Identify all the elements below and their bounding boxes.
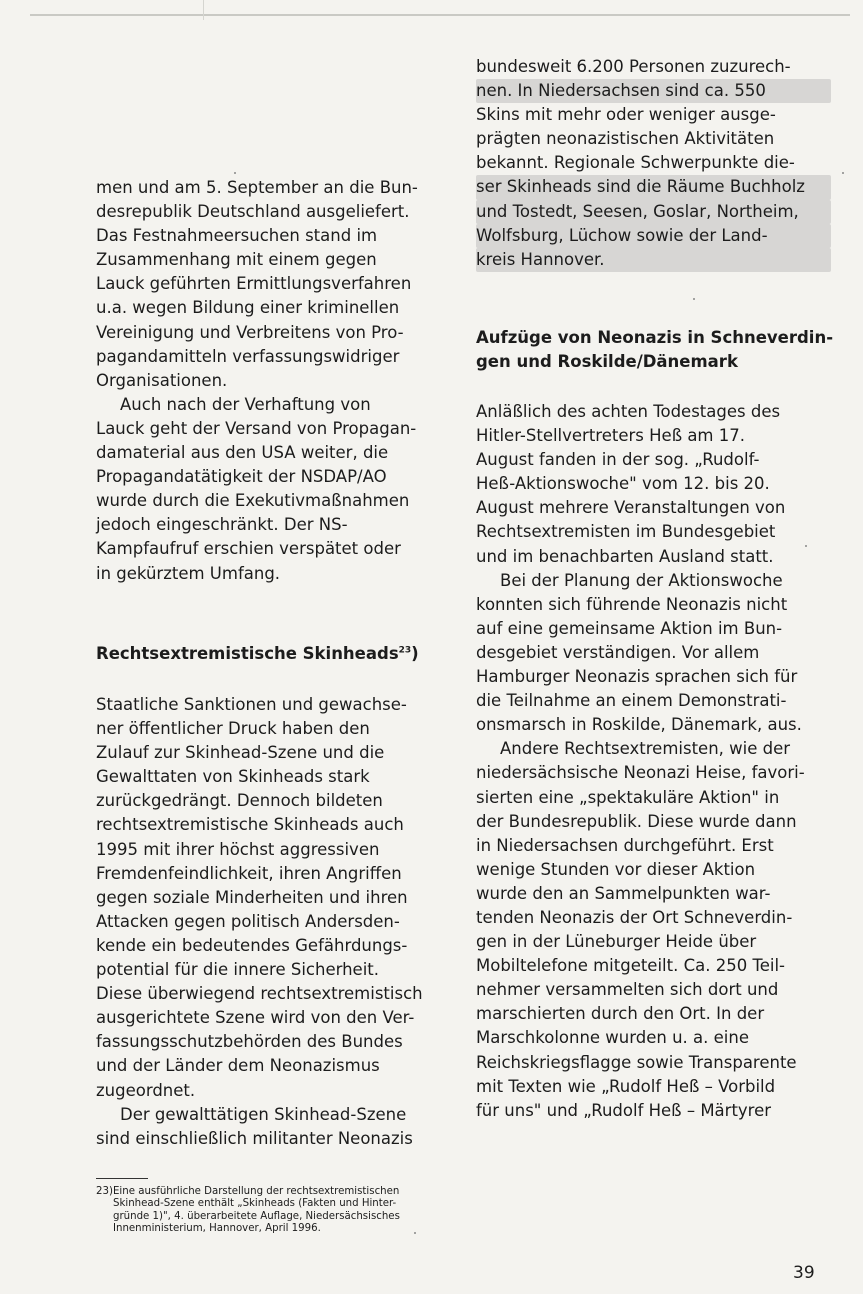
text-line: Zusammenhang mit einem gegen [96, 250, 377, 270]
text-line: Auch nach der Verhaftung von [120, 394, 371, 414]
text-line-highlighted: kreis Hannover. [476, 248, 831, 272]
page-top-tick [203, 0, 204, 20]
text-line: Gewalttaten von Skinheads stark [96, 767, 370, 787]
text-line: Marschkolonne wurden u. a. eine [476, 1028, 749, 1048]
right-column-top [476, 55, 831, 272]
text-line: die Teilnahme an einem Demonstrati- [476, 691, 787, 711]
text-line: und der Länder dem Neonazismus [96, 1056, 380, 1076]
page-number: 39 [793, 1263, 815, 1283]
footnote-line: Innenministerium, Hannover, April 1996. [113, 1222, 321, 1234]
text-line: u.a. wegen Bildung einer kriminellen [96, 298, 400, 318]
text-line: der Bundesrepublik. Diese wurde dann [476, 811, 797, 831]
paragraph-lauck-arrest [96, 176, 441, 393]
paragraph-hess-week [476, 400, 831, 569]
text-line: sind einschließlich militanter Neonazis [96, 1128, 413, 1148]
text-line-highlighted: und Tostedt, Seesen, Goslar, Northeim, [476, 200, 831, 224]
text-line: zugeordnet. [96, 1080, 196, 1100]
paragraph-violent-scene [96, 1103, 441, 1151]
text-line: August mehrere Veranstaltungen von [476, 498, 786, 518]
footnote-rule [96, 1178, 148, 1179]
text-line: ausgerichtete Szene wird von den Ver- [96, 1008, 415, 1028]
text-line: desrepublik Deutschland ausgeliefert. [96, 202, 410, 222]
text-line: sierten eine „spektakuläre Aktion" in [476, 787, 780, 807]
text-line: damaterial aus den USA weiter, die [96, 443, 389, 463]
text-line: Hamburger Neonazis sprachen sich für [476, 667, 798, 687]
text-line: Lauck geht der Versand von Propagan- [96, 418, 417, 438]
text-line: nehmer versammelten sich dort und [476, 980, 779, 1000]
page-top-border [30, 14, 850, 16]
text-line: Vereinigung und Verbreitens von Pro- [96, 322, 404, 342]
scan-speck [414, 1232, 416, 1234]
text-line: Skins mit mehr oder weniger ausge- [476, 105, 776, 125]
text-line: Anläßlich des achten Todestages des [476, 402, 781, 421]
paragraph-schneverdingen [476, 737, 831, 1123]
text-line: in Niedersachsen durchgeführt. Erst [476, 835, 774, 855]
paragraph-propaganda-shipping [96, 393, 441, 586]
text-line: bekannt. Regionale Schwerpunkte die- [476, 153, 795, 173]
text-line-highlighted: nen. In Niedersachsen sind ca. 550 [476, 79, 831, 103]
paragraph-skinhead-scene [96, 693, 441, 1103]
section-heading-marches: Aufzüge von Neonazis in Schneverdin- [476, 328, 834, 347]
scan-speck [805, 545, 807, 547]
footnote-marker: 23) [96, 1186, 113, 1197]
text-line: Heß-Aktionswoche" vom 12. bis 20. [476, 474, 770, 494]
footnote-line: Eine ausführliche Darstellung der rechtsextremistischen [113, 1186, 400, 1197]
right-column-lower [476, 400, 831, 1123]
text-line: Kampfaufruf erschien verspätet oder [96, 539, 401, 559]
text-line: Diese überwiegend rechtsextremistisch [96, 984, 423, 1004]
text-line: Organisationen. [96, 370, 228, 390]
heading-text: Rechtsextremistische Skinheads [96, 644, 399, 663]
footnote-reference[interactable]: 23 [398, 645, 412, 656]
left-section-skinheads [96, 642, 441, 666]
text-line: Lauck geführten Ermittlungsverfahren [96, 274, 412, 294]
text-line: Propagandatätigkeit der NSDAP/AO [96, 467, 387, 487]
text-line: Staatliche Sanktionen und gewachse- [96, 695, 407, 714]
paragraph-skin-counts [476, 55, 831, 272]
text-line: potential für die innere Sicherheit. [96, 960, 379, 980]
text-line: kende ein bedeutendes Gefährdungs- [96, 935, 408, 955]
left-column [96, 176, 441, 586]
footnote [96, 1186, 446, 1235]
text-line: gegen soziale Minderheiten und ihren [96, 887, 408, 907]
text-line: August fanden in der sog. „Rudolf- [476, 450, 760, 470]
scan-speck [693, 298, 695, 300]
text-line: wurde durch die Exekutivmaßnahmen [96, 491, 410, 511]
text-line: Reichskriegsflagge sowie Transparente [476, 1052, 797, 1072]
text-line: wenige Stunden vor dieser Aktion [476, 859, 756, 879]
footnote-line: gründe 1)", 4. überarbeitete Auflage, Niedersächsisches [113, 1210, 400, 1222]
text-line: fassungsschutzbehörden des Bundes [96, 1032, 403, 1052]
text-line: onsmarsch in Roskilde, Dänemark, aus. [476, 715, 802, 735]
text-line: Fremdenfeindlichkeit, ihren Angriffen [96, 863, 402, 883]
text-line: Mobiltelefone mitgeteilt. Ca. 250 Teil- [476, 956, 785, 976]
text-line: prägten neonazistischen Aktivitäten [476, 129, 775, 149]
scan-speck [234, 172, 236, 174]
text-line: jedoch eingeschränkt. Der NS- [96, 515, 348, 535]
text-line: desgebiet verständigen. Vor allem [476, 642, 760, 662]
heading-suffix: ) [411, 644, 419, 663]
text-line: rechtsextremistische Skinheads auch [96, 815, 404, 835]
text-line: Bei der Planung der Aktionswoche [500, 570, 783, 590]
text-line: und im benachbarten Ausland statt. [476, 546, 774, 566]
footnote-line: Skinhead-Szene enthält „Skinheads (Fakten und Hinter- [113, 1198, 397, 1210]
text-line: konnten sich führende Neonazis nicht [476, 594, 788, 614]
text-line-highlighted: Wolfsburg, Lüchow sowie der Land- [476, 224, 831, 248]
text-line: Zulauf zur Skinhead-Szene und die [96, 743, 385, 763]
text-line: niedersächsische Neonazi Heise, favori- [476, 763, 805, 783]
text-line: auf eine gemeinsame Aktion im Bun- [476, 618, 783, 638]
text-line: mit Texten wie „Rudolf Heß – Vorbild [476, 1076, 776, 1096]
text-line: wurde den an Sammelpunkten war- [476, 883, 771, 903]
text-line: zurückgedrängt. Dennoch bildeten [96, 791, 383, 811]
text-line: 1995 mit ihrer höchst aggressiven [96, 839, 380, 859]
left-column-lower [96, 693, 441, 1151]
paragraph-planning [476, 569, 831, 738]
text-line: gen in der Lüneburger Heide über [476, 932, 757, 952]
text-line: für uns" und „Rudolf Heß – Märtyrer [476, 1100, 772, 1120]
text-line: pagandamitteln verfassungswidriger [96, 346, 400, 366]
text-line: Rechtsextremisten im Bundesgebiet [476, 522, 776, 542]
text-line: Andere Rechtsextremisten, wie der [500, 739, 791, 759]
right-section-heading [476, 326, 834, 374]
text-line: Attacken gegen politisch Andersden- [96, 911, 400, 931]
text-line-highlighted: ser Skinheads sind die Räume Buchholz [476, 175, 831, 199]
section-heading-skinheads [96, 642, 441, 666]
text-line: Das Festnahmeersuchen stand im [96, 226, 378, 246]
section-heading-marches-line2: gen und Roskilde/Dänemark [476, 352, 738, 371]
text-line: Hitler-Stellvertreters Heß am 17. [476, 426, 745, 446]
scan-speck [842, 172, 844, 174]
text-line: tenden Neonazis der Ort Schneverdin- [476, 907, 793, 927]
text-line: Der gewalttätigen Skinhead-Szene [120, 1104, 407, 1124]
text-line: bundesweit 6.200 Personen zuzurech- [476, 57, 791, 76]
text-line: men und am 5. September an die Bun- [96, 178, 418, 197]
footnote-first-line [96, 1186, 446, 1198]
text-line: in gekürztem Umfang. [96, 563, 281, 583]
text-line: ner öffentlicher Druck haben den [96, 719, 370, 739]
text-line: marschierten durch den Ort. In der [476, 1004, 765, 1024]
